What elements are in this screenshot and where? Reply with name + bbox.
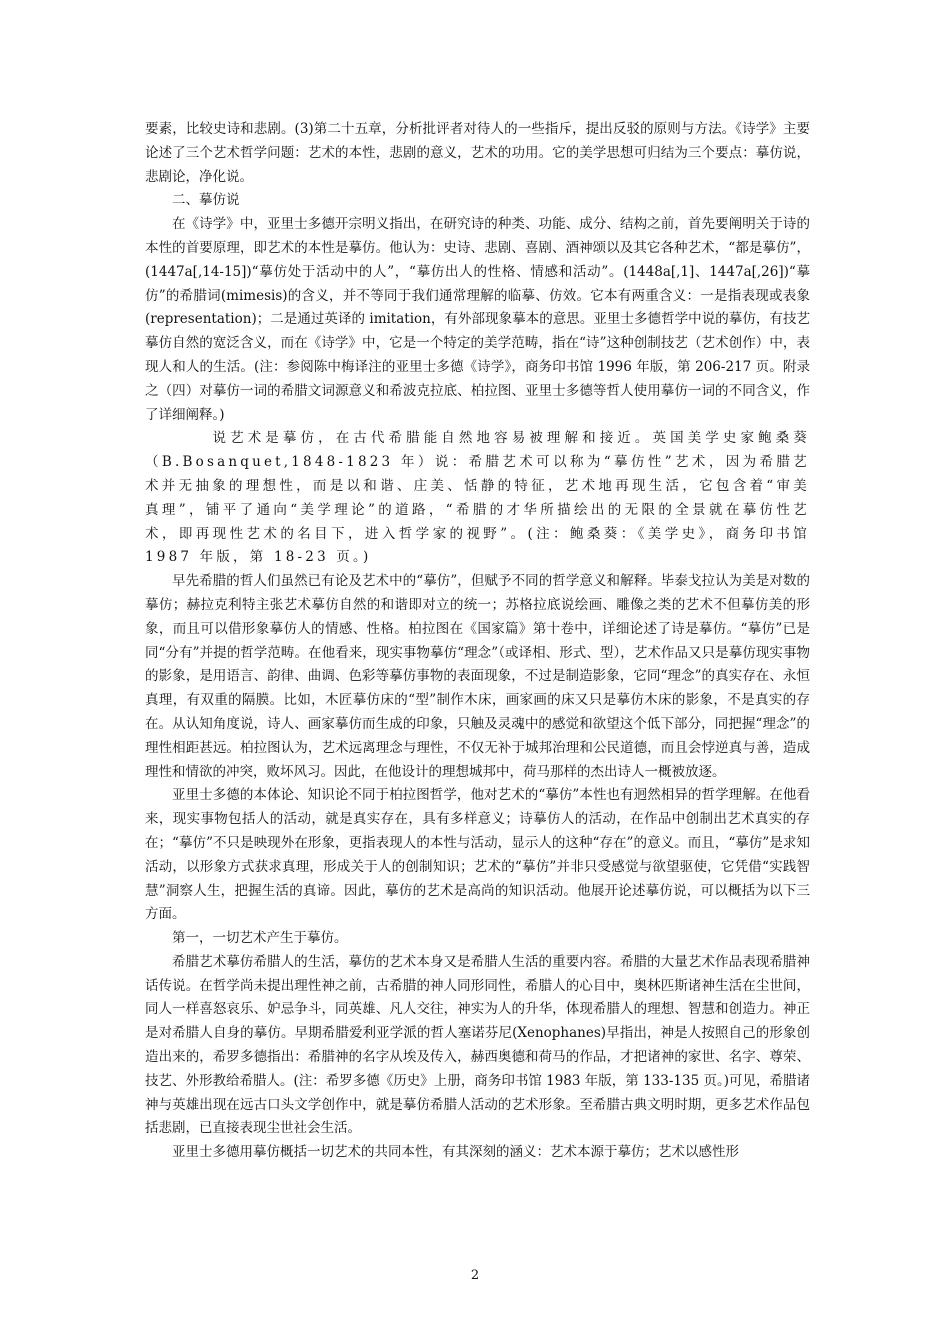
- paragraph-9: 亚里士多德用摹仿概括一切艺术的共同本性，有其深刻的涵义：艺术本源于摹仿；艺术以感性形: [172, 1144, 739, 1161]
- paragraph-8: 希腊艺术摹仿希腊人的生活，摹仿的艺术本身又是希腊人生活的重要内容。希腊的大量艺术作品表现希腊神话传说。在哲学尚未提出理性神之前，古希腊的神人同形同性，希腊人的心目中，奥林匹斯诸神生活在尘世间，同人一样喜怒哀乐、妒忌争斗，同英雄、凡人交往，神实为人的升华，体现希腊人的理想、智慧和创造力。神正是对希腊人自身的摹仿。早期希腊爱利亚学派的哲人塞诺芬尼(Xenophanes)早指出，神是人按照自己的形象创造出来的，希罗多德指出：希腊神的名字从埃及传入，赫西奥德和荷马的作品，才把诸神的家世、名字、尊荣、技艺、外形教给希腊人。(注：希罗多德《历史》上册，商务印书馆 1983 年版，第 133-135 页。)可见，希腊诸神与英雄出现在远古口头文学创作中，就是摹仿希腊人活动的艺术形象。至希腊古典文明时期，更多艺术作品包括悲剧，已直接表现尘世社会生活。: [145, 953, 810, 1137]
- paragraph-4: 说艺术是摹仿，在古代希腊能自然地容易被理解和接近。英国美学史家鲍桑葵（B.Bosanquet,1848-1823 年）说：希腊艺术可以称为“摹仿性”艺术，因为希腊艺术并无抽象的理想性，而是以和谐、庄美、恬静的特征，艺术地再现生活，它包含着“审美真理”，铺平了通向“美学理论”的道路，“希腊的才华所描绘出的无限的全景就在摹仿性艺术，即再现性艺术的名目下，进入哲学家的视野”。(注：鲍桑葵：《美学史》，商务印书馆 1987 年版，第 18-23 页。): [145, 430, 810, 566]
- paragraph-1: 要素，比较史诗和悲剧。(3)第二十五章，分析批评者对待人的一些指斥，提出反驳的原则与方法。《诗学》主要论述了三个艺术哲学问题：艺术的本性，悲剧的意义，艺术的功用。它的美学思想可归结为三个要点：摹仿说，悲剧论，净化说。: [145, 121, 810, 185]
- paragraph-6: 亚里士多德的本体论、知识论不同于柏拉图哲学，他对艺术的“摹仿”本性也有迥然相异的哲学理解。在他看来，现实事物包括人的活动，就是真实存在，具有多样意义；诗摹仿人的活动，在作品中创制出艺术真实的存在；“摹仿”不只是映现外在形象，更指表现人的本性与活动，显示人的这种“存在”的意义。而且，“摹仿”是求知活动，以形象方式获求真理，形成关于人的创制知识；艺术的“摹仿”并非只受感觉与欲望驱使，它凭借“实践智慧”洞察人生，把握生活的真谛。因此，摹仿的艺术是高尚的知识活动。他展开论述摹仿说，可以概括为以下三方面。: [145, 787, 810, 923]
- paragraph-3: 在《诗学》中，亚里士多德开宗明义指出，在研究诗的种类、功能、成分、结构之前，首先要阐明关于诗的本性的首要原理，即艺术的本性是摹仿。他认为：史诗、悲剧、喜剧、酒神颂以及其它各种艺术，“都是摹仿”，(1447a[,14-15])“摹仿处于活动中的人”，“摹仿出人的性格、情感和活动”。(1448a[,1]、1447a[,26])“摹仿”的希腊词(mimesis)的含义，并不等同于我们通常理解的临摹、仿效。它本有两重含义：一是指表现或表象(representation)；二是通过英译的 imitation，有外部现象摹本的意思。亚里士多德哲学中说的摹仿，有技艺摹仿自然的宽泛含义，而在《诗学》中，它是一个特定的美学范畴，指在“诗”这种创制技艺（艺术创作）中，表现人和人的生活。(注：参阅陈中梅译注的亚里士多德《诗学》，商务印书馆 1996 年版，第 206-217 页。附录之（四）对摹仿一词的希腊文词源意义和希波克拉底、柏拉图、亚里士多德等哲人使用摹仿一词的不同含义，作了详细阐释。): [145, 216, 810, 423]
- subheading-first-point: 第一，一切艺术产生于摹仿。: [172, 930, 348, 947]
- document-body: [145, 118, 810, 1165]
- page-number: 2: [470, 1268, 480, 1283]
- paragraph-5: 早先希腊的哲人们虽然已有论及艺术中的“摹仿”，但赋予不同的哲学意义和解释。毕泰戈拉认为美是对数的摹仿；赫拉克利特主张艺术摹仿自然的和谐即对立的统一；苏格拉底说绘画、雕像之类的艺术不但摹仿美的形象，而且可以借形象摹仿人的情感、性格。柏拉图在《国家篇》第十卷中，详细论述了诗是摹仿。“摹仿”已是同“分有”并提的哲学范畴。在他看来，现实事物摹仿“理念”（或译相、形式、型），艺术作品又只是摹仿现实事物的影象，是用语言、韵律、曲调、色彩等摹仿事物的表面现象，不过是制造影象，它同“理念”的真实存在、永恒真理，有双重的隔膜。比如，木匠摹仿床的“型”制作木床，画家画的床又只是摹仿木床的影象，不是真实的存在。从认知角度说，诗人、画家摹仿而生成的印象，只触及灵魂中的感觉和欲望这个低下部分，同把握“理念”的理性相距甚远。柏拉图认为，艺术远离理念与理性，不仅无补于城邦治理和公民道德，而且会悖逆真与善，造成理性和情欲的冲突，败坏风习。因此，在他设计的理想城邦中，荷马那样的杰出诗人一概被放逐。: [145, 573, 810, 780]
- section-heading: 二、摹仿说: [172, 192, 240, 209]
